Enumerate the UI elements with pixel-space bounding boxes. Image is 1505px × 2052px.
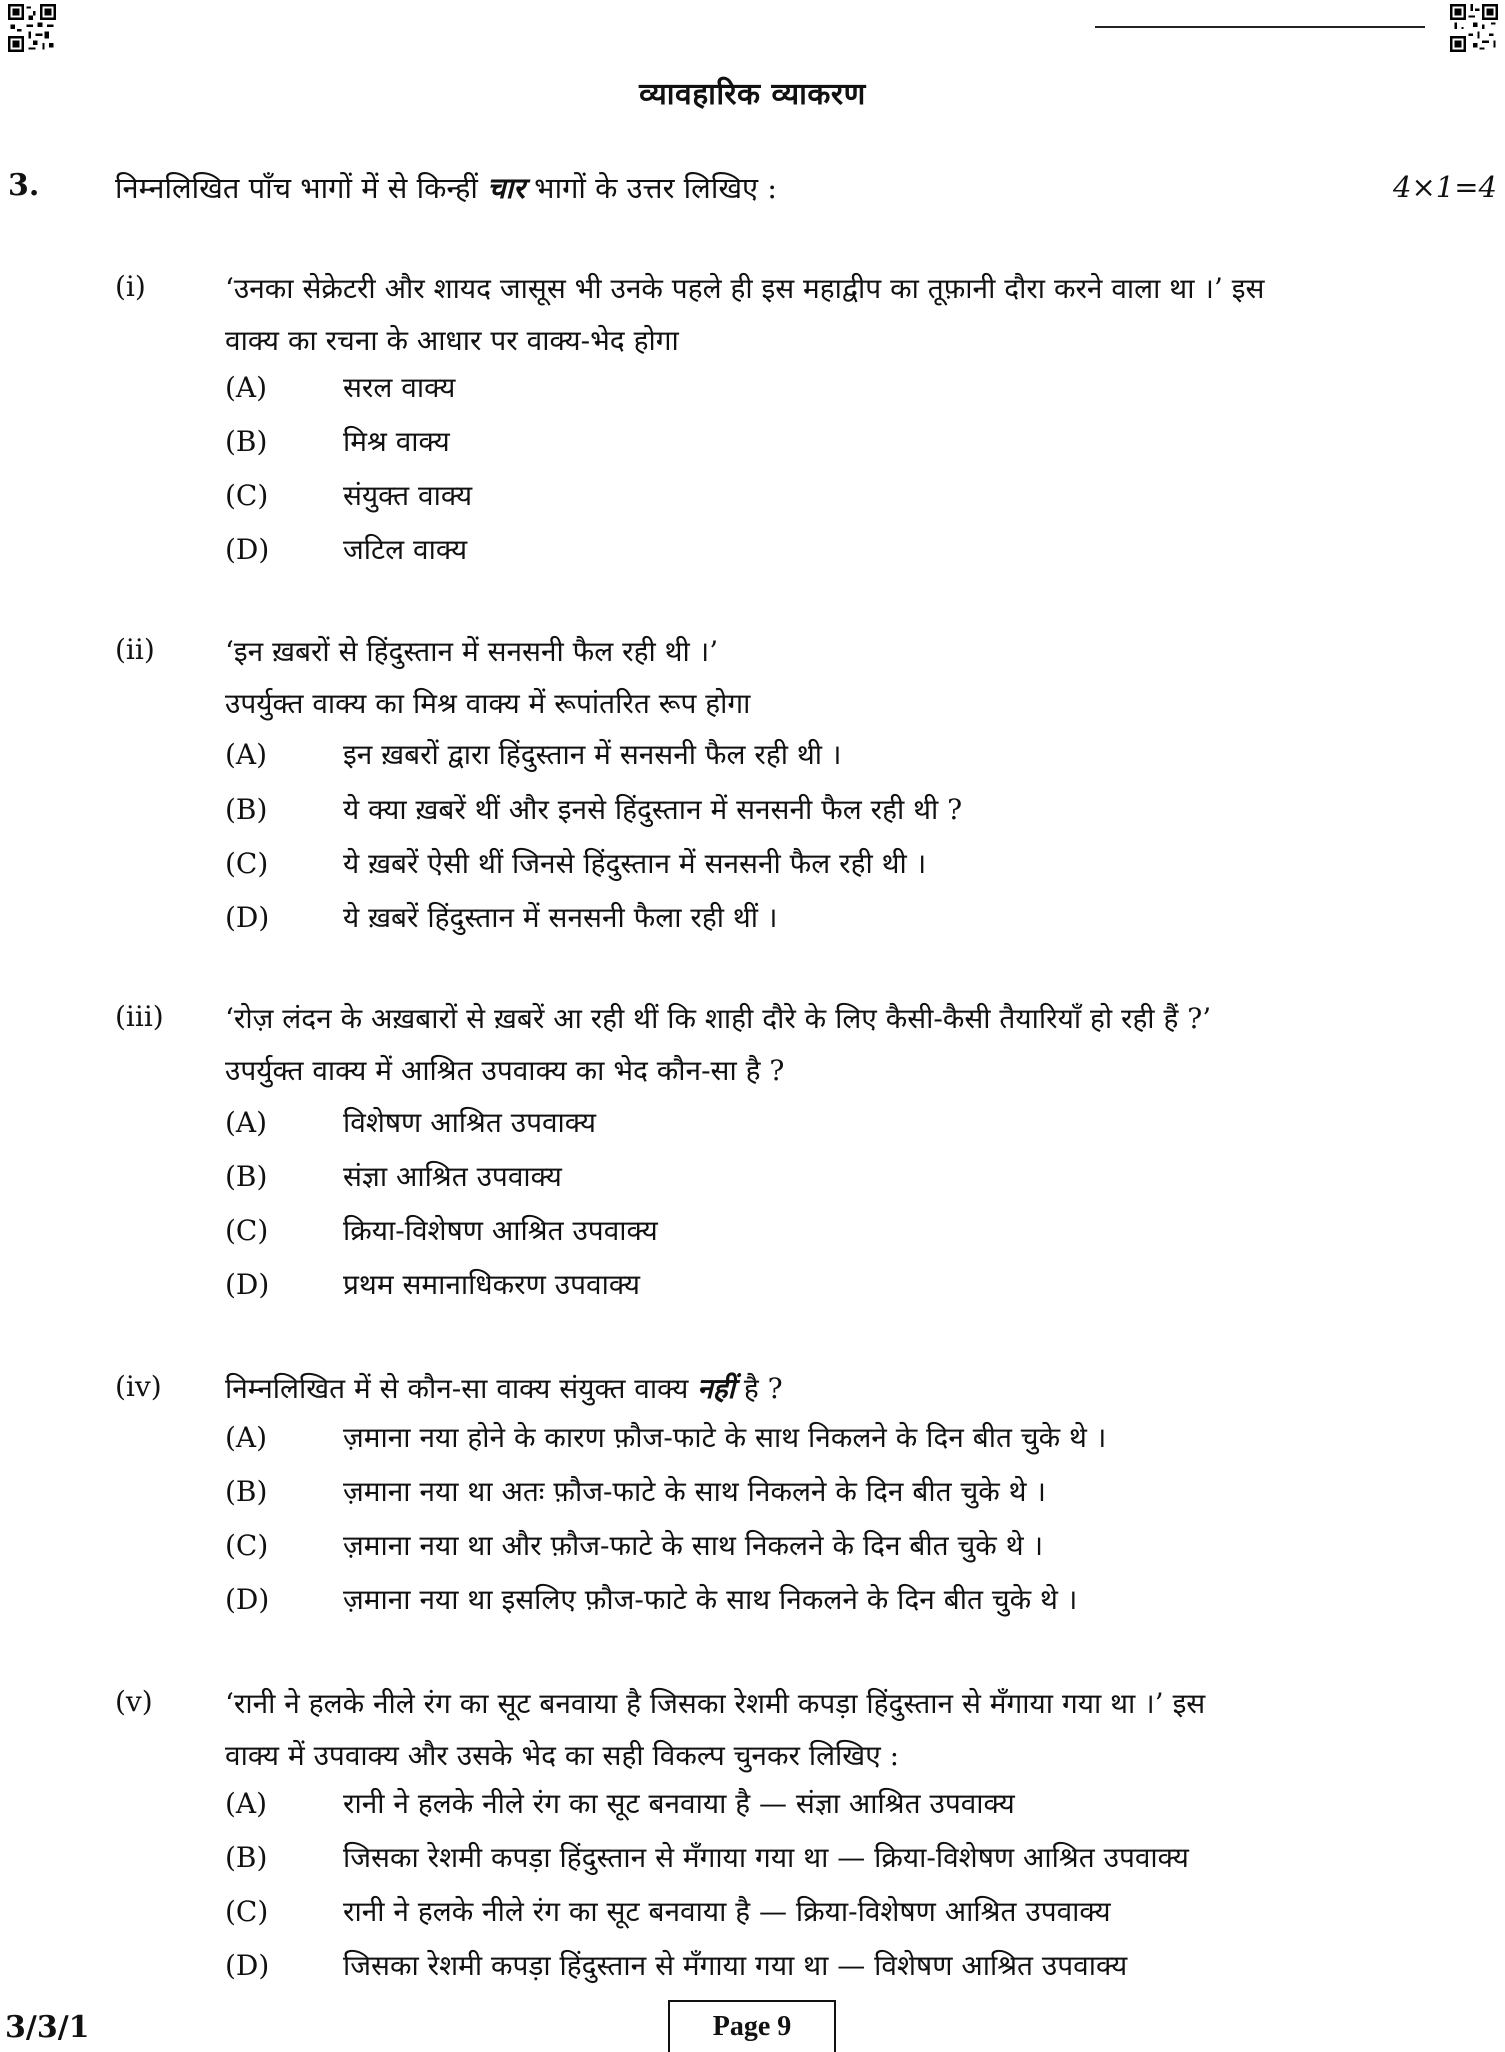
stem-emphasis: नहीं — [697, 1372, 735, 1405]
option-text: ये क्या ख़बरें थीं और इनसे हिंदुस्तान में सनसनी फैल रही थी ? — [343, 793, 963, 826]
option-text: ज़माना नया था और फ़ौज-फाटे के साथ निकलने के दिन बीत चुके थे । — [343, 1529, 1044, 1562]
option-label: (B) — [225, 1841, 268, 1874]
option-item — [225, 790, 962, 828]
option-item — [225, 368, 455, 406]
option-text: इन ख़बरों द्वारा हिंदुस्तान में सनसनी फैल रही थी । — [343, 738, 842, 771]
question-instruction — [115, 168, 777, 207]
qr-code-right-icon — [1448, 4, 1500, 52]
option-text: विशेषण आश्रित उपवाक्य — [343, 1106, 597, 1139]
option-text: ज़माना नया होने के कारण फ़ौज-फाटे के साथ निकलने के दिन बीत चुके थे । — [343, 1421, 1107, 1454]
option-item — [225, 530, 467, 568]
option-item — [225, 1472, 1046, 1510]
option-label: (C) — [225, 1529, 269, 1562]
option-label: (A) — [225, 1421, 268, 1454]
paper-code: 3/3/1 — [5, 2010, 90, 2045]
stem-text-before: निम्नलिखित में से कौन-सा वाक्य संयुक्त वाक्य — [225, 1372, 698, 1405]
option-label: (B) — [225, 1475, 268, 1508]
part-stem — [225, 1678, 1425, 1782]
option-text: रानी ने हलके नीले रंग का सूट बनवाया है — क्रिया-विशेषण आश्रित उपवाक्य — [343, 1895, 1111, 1928]
option-text: मिश्र वाक्य — [343, 425, 450, 458]
section-title: व्यावहारिक व्याकरण — [639, 77, 866, 112]
option-label: (D) — [225, 533, 270, 566]
part-number: (v) — [115, 1685, 153, 1718]
option-text: ये ख़बरें हिंदुस्तान में सनसनी फैला रही थीं । — [343, 901, 778, 934]
option-item — [225, 1418, 1106, 1456]
stem-line: उपर्युक्त वाक्य का मिश्र वाक्य में रूपांतरित रूप होगा — [225, 687, 751, 720]
instruction-emphasis: चार — [487, 171, 525, 205]
question-marks: 4×1=4 — [1393, 170, 1497, 204]
option-item — [225, 1157, 562, 1195]
option-label: (A) — [225, 1106, 268, 1139]
option-text: ये ख़बरें ऐसी थीं जिनसे हिंदुस्तान में सनसनी फैल रही थी । — [343, 847, 927, 880]
header-rule — [1095, 26, 1425, 28]
option-item — [225, 844, 926, 882]
part-stem — [225, 1363, 1425, 1415]
option-item — [225, 1265, 640, 1303]
option-text: जटिल वाक्य — [343, 533, 468, 566]
option-text: जिसका रेशमी कपड़ा हिंदुस्तान से मँगाया गया था — क्रिया-विशेषण आश्रित उपवाक्य — [343, 1841, 1189, 1874]
option-item — [225, 1103, 596, 1141]
option-text: जिसका रेशमी कपड़ा हिंदुस्तान से मँगाया गया था — विशेषण आश्रित उपवाक्य — [343, 1949, 1128, 1982]
option-text: ज़माना नया था अतः फ़ौज-फाटे के साथ निकलने के दिन बीत चुके थे । — [343, 1475, 1047, 1508]
option-label: (D) — [225, 1268, 270, 1301]
option-label: (A) — [225, 1787, 268, 1820]
option-item — [225, 1580, 1077, 1618]
option-text: संज्ञा आश्रित उपवाक्य — [343, 1160, 562, 1193]
option-label: (B) — [225, 1160, 268, 1193]
page-number: Page 9 — [668, 2000, 836, 2052]
option-label: (D) — [225, 901, 270, 934]
option-label: (C) — [225, 1214, 269, 1247]
option-label: (B) — [225, 425, 268, 458]
option-item — [225, 1784, 1015, 1822]
option-item — [225, 422, 450, 460]
stem-line: वाक्य में उपवाक्य और उसके भेद का सही विकल्प चुनकर लिखिए : — [225, 1739, 900, 1772]
stem-line — [225, 1363, 1425, 1415]
option-label: (C) — [225, 1895, 269, 1928]
option-text: संयुक्त वाक्य — [343, 479, 473, 512]
part-stem — [225, 263, 1425, 367]
option-item — [225, 735, 842, 773]
option-item — [225, 1211, 658, 1249]
option-text: ज़माना नया था इसलिए फ़ौज-फाटे के साथ निकलने के दिन बीत चुके थे । — [343, 1583, 1078, 1616]
option-label: (C) — [225, 847, 269, 880]
option-label: (D) — [225, 1583, 270, 1616]
part-number: (iv) — [115, 1370, 162, 1403]
option-text: प्रथम समानाधिकरण उपवाक्य — [343, 1268, 641, 1301]
instruction-text-after: भागों के उत्तर लिखिए : — [524, 171, 778, 205]
option-item — [225, 898, 778, 936]
qr-code-left-icon — [6, 4, 58, 52]
option-label: (A) — [225, 738, 268, 771]
part-stem — [225, 993, 1425, 1097]
part-number: (iii) — [115, 1000, 164, 1033]
stem-line: ‘इन ख़बरों से हिंदुस्तान में सनसनी फैल रही थी ।’ — [225, 635, 719, 668]
option-text: रानी ने हलके नीले रंग का सूट बनवाया है — संज्ञा आश्रित उपवाक्य — [343, 1787, 1015, 1820]
stem-text-after: है ? — [734, 1372, 783, 1405]
stem-line: उपर्युक्त वाक्य में आश्रित उपवाक्य का भेद कौन-सा है ? — [225, 1054, 785, 1087]
stem-line: ‘रानी ने हलके नीले रंग का सूट बनवाया है जिसका रेशमी कपड़ा हिंदुस्तान से मँगाया गया था ।’ इस — [225, 1687, 1206, 1720]
question-number: 3. — [8, 168, 40, 203]
option-label: (A) — [225, 371, 268, 404]
instruction-text-before: निम्नलिखित पाँच भागों में से किन्हीं — [115, 171, 488, 205]
option-item — [225, 1946, 1127, 1984]
option-label: (D) — [225, 1949, 270, 1982]
option-item — [225, 1838, 1189, 1876]
option-text: क्रिया-विशेषण आश्रित उपवाक्य — [343, 1214, 658, 1247]
stem-line: ‘उनका सेक्रेटरी और शायद जासूस भी उनके पहले ही इस महाद्वीप का तूफ़ानी दौरा करने वाला था ।’ इस — [225, 272, 1265, 305]
stem-line: वाक्य का रचना के आधार पर वाक्य-भेद होगा — [225, 324, 679, 357]
option-item — [225, 1526, 1043, 1564]
stem-line: ‘रोज़ लंदन के अख़बारों से ख़बरें आ रही थीं कि शाही दौरे के लिए कैसी-कैसी तैयारियाँ हो रही हैं ?’ — [225, 1002, 1212, 1035]
option-item — [225, 476, 472, 514]
option-text: सरल वाक्य — [343, 371, 456, 404]
part-number: (i) — [115, 270, 146, 303]
part-number: (ii) — [115, 633, 155, 666]
part-stem — [225, 626, 1425, 730]
option-label: (B) — [225, 793, 268, 826]
option-label: (C) — [225, 479, 269, 512]
option-item — [225, 1892, 1111, 1930]
